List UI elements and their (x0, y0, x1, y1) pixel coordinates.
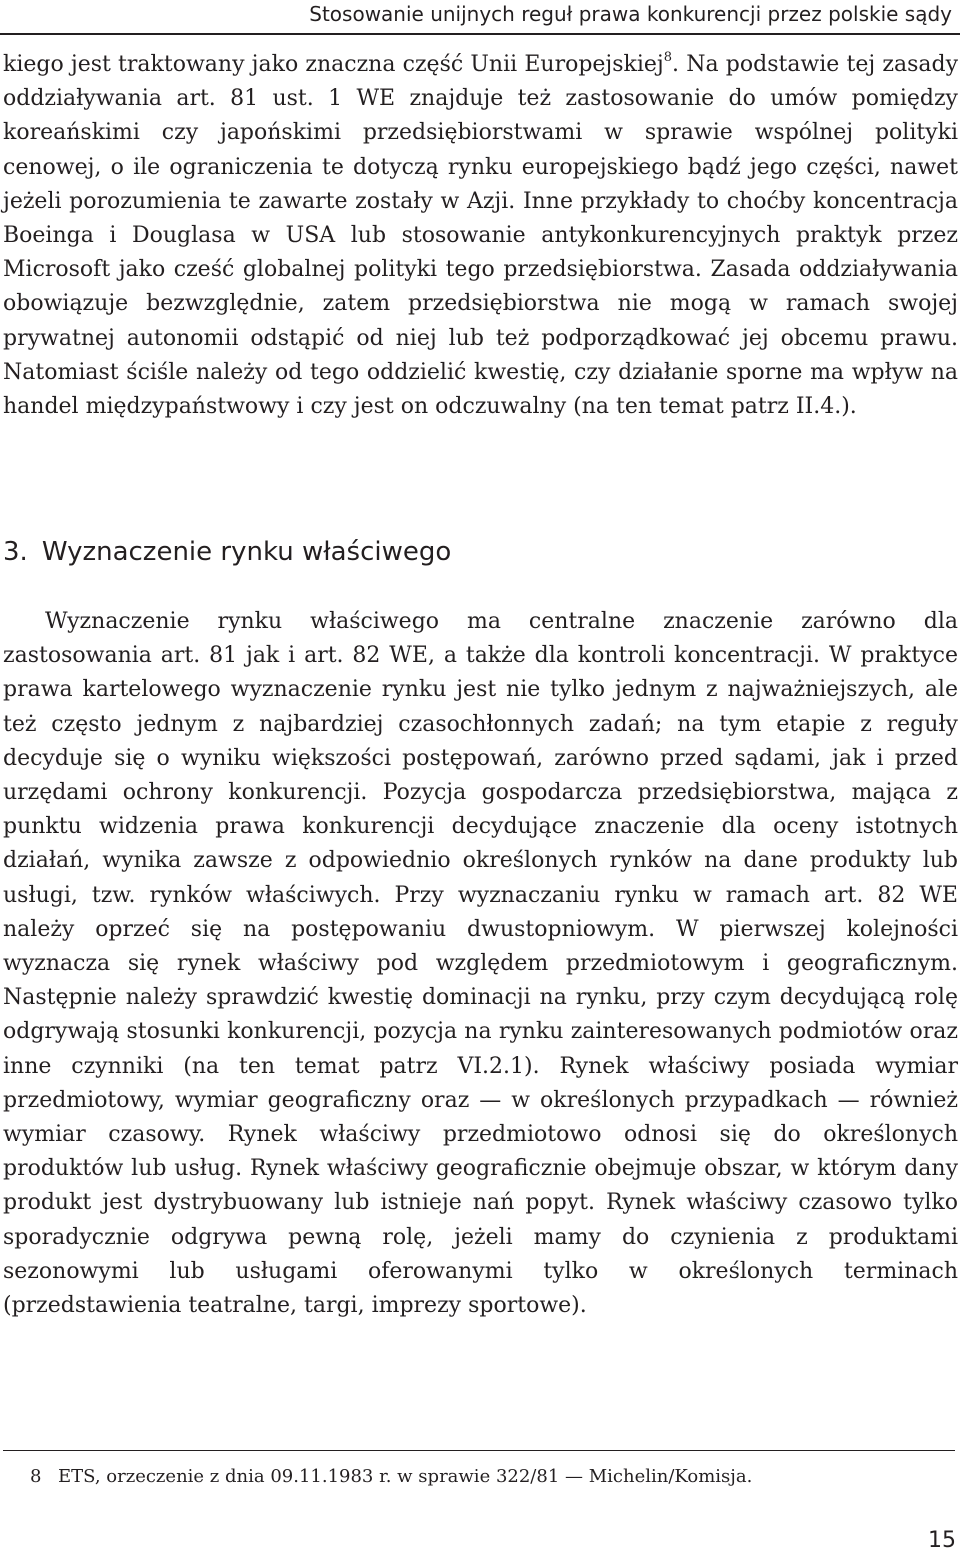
section-number: 3. (3, 537, 28, 567)
paragraph-text: Wyznaczenie rynku właściwego ma centralne znaczenie zarówno dla zastosowania art. 81 jak i art. 82 WE, a także dla kontroli koncentracji. W praktyce prawa kartelowego wyznaczenie rynku jest nie tylko jednym z najważniejszych, ale też często jednym z najbardziej czasochłonnych zadań; na tym etapie z reguły decyduje się o wyniku większości postępowań, zarówno przed sądami, jak i przed urzędami ochrony konkurencji. Pozycja gospodarcza przedsiębiorstwa, mająca z punktu widzenia prawa konkurencji decydujące znaczenie dla oceny istotnych działań, wynika zawsze z odpowiednio określonych rynków na dane produkty lub usługi, tzw. rynków właściwych. Przy wyznaczaniu rynku w ramach art. 82 WE należy oprzeć się na postępowaniu dwustopniowym. W pierwszej kolejności wyznacza się rynek właściwy pod względem przedmiotowym i geograficznym. Następnie należy sprawdzić kwestię dominacji na rynku, przy czym decydującą rolę odgrywają stosunki konkurencji, pozycja na rynku zainteresowanych podmiotów oraz inne czynniki (na ten temat patrz VI.2.1). Rynek właściwy posiada wymiar przedmiotowy, wymiar geograficzny oraz — w określonych przypadkach — również wymiar czasowy. Rynek właściwy przedmiotowo odnosi się do określonych produktów lub usług. Rynek właściwy geograficznie obejmuje obszar, w którym dany produkt jest dystrybuowany lub istnieje nań popyt. Rynek właściwy czasowo tylko sporadycznie odgrywa pewną rolę, jeżeli mamy do czynienia z produktami sezonowymi lub usługami oferowanymi tylko w określonych terminach (przedstawienia teatralne, targi, imprezy sportowe). (3, 609, 958, 1319)
section-heading (3, 532, 451, 572)
paragraph-text-before-ref: kiego jest traktowany jako znaczna część Unii Europejskiej (3, 52, 664, 77)
footnote-reference[interactable]: 8 (663, 49, 673, 65)
footnote-text: ETS, orzeczenie z dnia 09.11.1983 r. w sprawie 322/81 — Michelin/Komisja. (58, 1466, 753, 1487)
footnote-number: 8 (30, 1466, 42, 1487)
footnote (30, 1464, 950, 1490)
paragraph-text-after-ref: . Na podstawie tej zasady oddziaływania art. 81 ust. 1 WE znajduje też zastosowanie do umów pomiędzy koreańskimi czy japońskimi przedsiębiorstwami w sprawie wspólnej polityki cenowej, o ile ograniczenia te dotyczą rynku europejskiego bądź jego części, nawet jeżeli porozumienia te zawarte zostały w Azji. Inne przykłady to choćby koncentracja Boeinga i Douglasa w USA lub stosowanie antykonkurencyjnych praktyk przez Microsoft jako cześć globalnej polityki tego przedsiębiorstwa. Zasada oddziaływania obowiązuje bezwzględnie, zatem przedsiębiorstwa nie mogą w ramach swojej prywatnej autonomii odstąpić od niej lub też podporządkować jej obcemu prawu. Natomiast ściśle należy od tego oddzielić kwestię, czy działanie sporne ma wpływ na handel międzypaństwowy i czy jest on odczuwalny (na ten temat patrz II.4.). (3, 52, 959, 420)
section-title: Wyznaczenie rynku właściwego (41, 537, 452, 567)
header-divider (0, 33, 960, 35)
page-number: 15 (928, 1528, 956, 1553)
running-header: Stosowanie unijnych reguł prawa konkurencji przez polskie sądy (309, 2, 952, 26)
paragraph-continued (3, 48, 958, 424)
paragraph-section-body (3, 605, 958, 1323)
footnote-divider (3, 1450, 955, 1451)
